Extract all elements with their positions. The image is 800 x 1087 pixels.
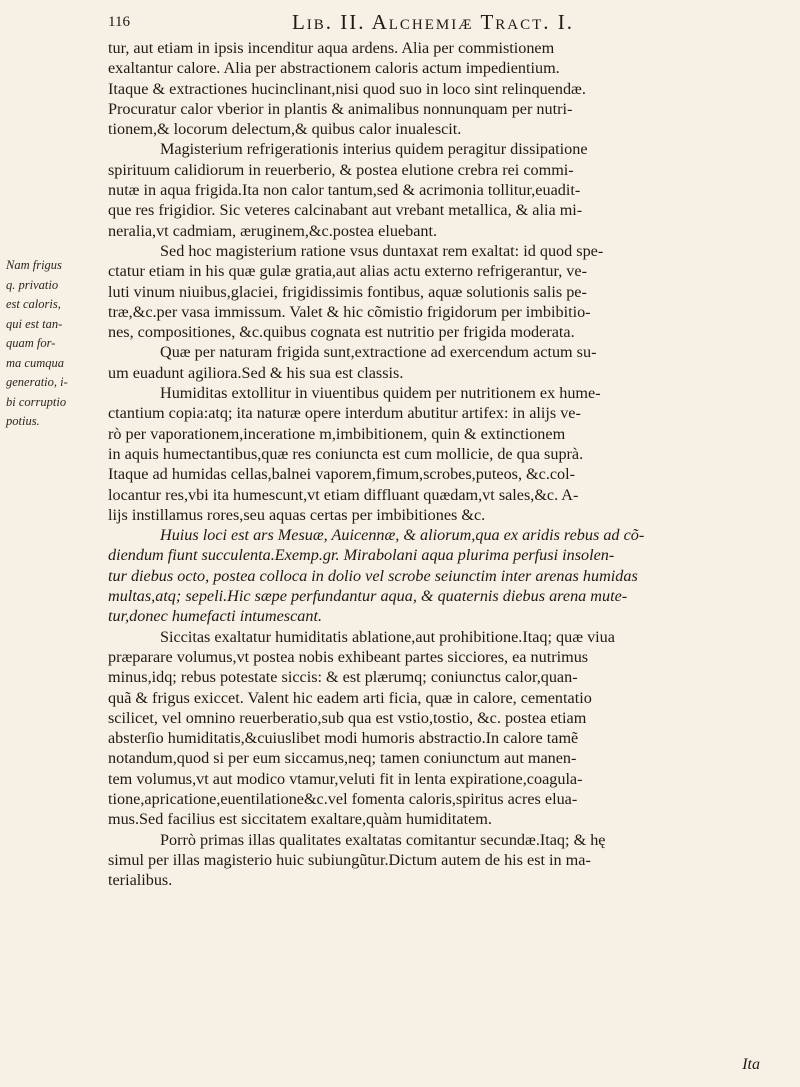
catchword: Ita	[742, 1056, 760, 1073]
text-line: Magisterium refrigerationis interius quidem peragitur dissipatione	[160, 140, 588, 159]
running-title: Lib. II. Alchemiæ Tract. I.	[291, 10, 575, 34]
text-line: ctatur etiam in his quæ gulæ gratia,aut alias actu externo refrigerantur, ve-	[108, 262, 587, 281]
text-line: lijs instillamus rores,seu aquas certas per imbibitiones &c.	[108, 505, 486, 524]
marginal-line: ma cumqua	[6, 355, 64, 370]
text-line: tione,apricatione,euentilatione&c.vel fomenta caloris,spiritus acres elua-	[108, 789, 578, 808]
body-text	[108, 38, 758, 890]
text-line: tionem,& locorum delectum,& quibus calor inualescit.	[108, 120, 462, 139]
text-line: træ,&c.per vasa immissum. Valet & hic cõmistio frigidorum per imbibitio-	[108, 302, 591, 321]
text-line: tur,donec humefacti intumescant.	[108, 607, 322, 626]
marginal-line: Nam frigus	[6, 258, 62, 272]
marginal-line: generatio, i-	[6, 375, 68, 389]
marginal-line: bi corruptio	[6, 394, 67, 409]
paragraph	[108, 241, 758, 342]
text-line: multas,atq; sepeli.Hic sæpe perfundantur aqua, & quaternis diebus arena mute-	[108, 587, 628, 606]
text-line: nutæ in aqua frigida.Ita non calor tantum,sed & acrimonia tollitur,euadit-	[108, 181, 581, 200]
text-line: Siccitas exaltatur humiditatis ablatione,aut prohibitione.Itaq; quæ viua	[160, 627, 615, 646]
text-line: neralia,vt cadmiam, æruginem,&c.postea eluebant.	[108, 221, 438, 240]
text-line: præparare volumus,vt postea nobis exhibeant partes sicciores, ea nutrimus	[108, 647, 589, 666]
marginal-line: qui est tan-	[6, 316, 63, 331]
paragraph	[108, 342, 758, 383]
text-line: Procuratur calor vberior in plantis & animalibus nonnunquam per nutri-	[108, 99, 573, 118]
text-line: que res frigidior. Sic veteres calcinabant aut vrebant metallica, & alia mi-	[108, 201, 583, 220]
text-line: scilicet, vel omnino reuerberatio,sub qua est vstio,tostio, &c. postea etiam	[108, 708, 587, 727]
text-line: Sed hoc magisterium ratione vsus duntaxat rem exaltat: id quod spe-	[160, 241, 604, 260]
text-line: exaltantur calore. Alia per abstractionem caloris actum impedientium.	[108, 59, 560, 78]
marginal-note	[6, 256, 96, 432]
text-line: mus.Sed facilius est siccitatem exaltare,quàm humiditatem.	[108, 810, 492, 829]
text-line: tur diebus octo, postea colloca in dolio vel scrobe seiunctim inter arenas humidas	[108, 566, 638, 585]
text-line: quã & frigus exiccet. Valent hic eadem arti ficia, quæ in calore, cementatio	[108, 688, 592, 707]
text-line: Itaque ad humidas cellas,balnei vaporem,fimum,scrobes,puteos, &c.col-	[108, 465, 576, 484]
text-line: tur, aut etiam in ipsis incenditur aqua ardens. Alia per commistionem	[108, 39, 555, 57]
text-line: notandum,quod si per eum siccamus,neq; tamen coniunctum aut manen-	[108, 749, 577, 768]
text-line: in aquis humectantibus,quæ res coniuncta est cum mollicie, de qua suprà.	[108, 444, 584, 463]
text-line: Humiditas extollitur in viuentibus quidem per nutritionem ex hume-	[160, 384, 601, 403]
text-line: luti vinum niuibus,glaciei, frigidissimis fontibus, aquæ solutionis salis pe-	[108, 282, 587, 301]
text-line: ctantium copia:atq; ita naturæ opere interdum abutitur artifex: in alijs ve-	[108, 404, 581, 423]
text-line: diendum fiunt succulenta.Exemp.gr. Mirabolani aqua plurima perfusi insolen-	[108, 546, 615, 565]
page-header	[108, 8, 758, 34]
text-line: Itaque & extractiones hucinclinant,nisi quod suo in loco sint relinquendæ.	[108, 79, 586, 98]
text-line: locantur res,vbi ita humescunt,vt etiam diffluant quædam,vt sales,&c. A-	[108, 485, 579, 504]
text-line: Huius loci est ars Mesuæ, Auicennæ, & aliorum,qua ex aridis rebus ad cõ-	[160, 526, 645, 545]
paragraph	[108, 139, 758, 240]
text-line: terialibus.	[108, 871, 173, 890]
text-line: um euadunt agiliora.Sed & his sua est classis.	[108, 363, 404, 382]
text-line: nes, compositiones, &c.quibus cognata est nutritio per frigida moderata.	[108, 323, 575, 342]
text-line: absterſio humiditatis,&cuiuslibet modi humoris abstractio.In calore tamẽ	[108, 729, 579, 748]
paragraph	[108, 383, 758, 525]
marginal-line: potius.	[6, 414, 40, 428]
text-line: simul per illas magisterio huic subiungũtur.Dictum autem de his est in ma-	[108, 850, 591, 869]
text-line: tem volumus,vt aut modico vtamur,veluti fit in lenta expiratione,coagula-	[108, 769, 583, 788]
text-line: Quæ per naturam frigida sunt,extractione ad exercendum actum su-	[160, 343, 597, 362]
paragraph	[108, 830, 758, 891]
text-line: rò per vaporationem,inceratione m,imbibitionem, quin & extinctionem	[108, 424, 566, 443]
marginal-line: quam for-	[6, 336, 56, 350]
text-line: Porrò primas illas qualitates exaltatas comitantur secundæ.Itaq; & hę	[160, 830, 606, 849]
paragraph	[108, 627, 758, 830]
page-number: 116	[108, 14, 130, 30]
italic-paragraph	[108, 525, 758, 626]
marginal-line: q. privatio	[6, 277, 59, 292]
paragraph	[108, 38, 758, 139]
text-line: minus,idq; rebus potestate siccis: & est plærumq; coniunctus calor,quan-	[108, 668, 578, 687]
marginal-line: est caloris,	[6, 297, 61, 311]
text-line: spirituum calidiorum in reuerberio, & postea elutione crebra rei commi-	[108, 160, 574, 179]
